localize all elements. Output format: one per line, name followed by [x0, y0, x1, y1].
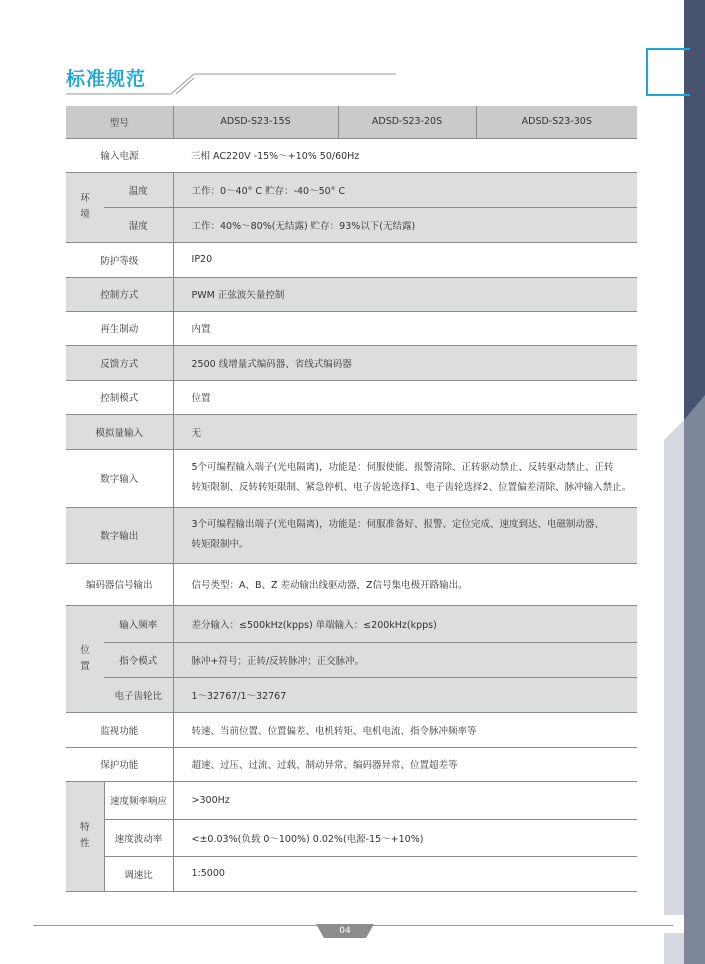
row-label: 速度波动率 — [104, 819, 173, 856]
page-title: 标准规范 — [66, 68, 147, 90]
value-line: 转矩限制中。 — [191, 539, 249, 550]
corner-frame — [646, 48, 690, 96]
row-label: 输入电源 — [66, 138, 173, 172]
model-20s: ADSD-S23-20S — [338, 106, 476, 138]
model-15s: ADSD-S23-15S — [173, 106, 338, 138]
group-label-position — [66, 605, 104, 712]
group-label-characteristics — [66, 781, 104, 891]
group-label-env — [66, 172, 104, 242]
table-row — [66, 712, 637, 747]
row-value: PWM 正弦波矢量控制 — [173, 277, 637, 311]
row-value: <±0.03%(负载 0～100%) 0.02%(电源-15～+10%) — [173, 819, 637, 856]
row-value: IP20 — [173, 242, 637, 277]
row-label: 反馈方式 — [66, 345, 173, 380]
row-label: 温度 — [104, 172, 173, 207]
row-label: 数字输出 — [66, 507, 173, 563]
row-label: 数字输入 — [66, 449, 173, 507]
row-value: 信号类型：A、B、Z 差动输出线驱动器，Z信号集电极开路输出。 — [173, 563, 637, 605]
row-value: 无 — [173, 414, 637, 449]
value-line: 转矩限制、反转转矩限制、紧急停机、电子齿轮选择1、电子齿轮选择2、位置偏差清除、脉冲输入禁止。 — [191, 482, 632, 493]
row-value: 超速、过压、过流、过载、制动异常、编码器异常、位置超差等 — [173, 747, 637, 781]
side-decoration — [664, 0, 705, 964]
table-row — [66, 311, 637, 345]
row-value: 差分输入：≤500kHz(kpps) 单端输入：≤200kHz(kpps) — [173, 605, 637, 642]
row-value: 转速、当前位置、位置偏差、电机转矩、电机电流、指令脉冲频率等 — [173, 712, 637, 747]
row-value: 1:5000 — [173, 856, 637, 891]
table-row — [66, 242, 637, 277]
row-value: 内置 — [173, 311, 637, 345]
table-row — [66, 642, 637, 677]
table-row — [66, 747, 637, 781]
table-row — [66, 677, 637, 712]
row-label: 保护功能 — [66, 747, 173, 781]
row-label: 监视功能 — [66, 712, 173, 747]
model-label: 型号 — [66, 106, 173, 138]
model-30s: ADSD-S23-30S — [476, 106, 637, 138]
row-value: 2500 线增量式编码器、省线式编码器 — [173, 345, 637, 380]
table-row — [66, 380, 637, 414]
table-row — [66, 605, 637, 642]
row-label: 控制方式 — [66, 277, 173, 311]
group-text: 特性 — [79, 822, 90, 849]
header-row — [66, 106, 637, 138]
row-value: 工作：40%～80%(无结露) 贮存：93%以下(无结露) — [173, 207, 637, 242]
title-underline — [66, 72, 396, 96]
table-row — [66, 414, 637, 449]
value-line: 3个可编程输出端子(光电隔离)，功能是：伺服准备好、报警、定位完成、速度到达、电磁制动器、 — [191, 519, 604, 530]
row-value: 位置 — [173, 380, 637, 414]
table-row — [66, 172, 637, 207]
row-label: 防护等级 — [66, 242, 173, 277]
row-label: 电子齿轮比 — [104, 677, 173, 712]
table-row — [66, 138, 637, 172]
table-row — [66, 507, 637, 563]
row-value — [173, 449, 637, 507]
table-row — [66, 819, 637, 856]
row-label: 速度频率响应 — [104, 781, 173, 819]
row-label: 指令模式 — [104, 642, 173, 677]
row-value: 1～32767/1～32767 — [173, 677, 637, 712]
table-row — [66, 856, 637, 891]
spec-table — [66, 106, 637, 892]
value-line: 5个可编程输入端子(光电隔离)，功能是：伺服使能、报警清除、正转驱动禁止、反转驱动禁止、正转 — [191, 462, 614, 473]
row-label: 调速比 — [104, 856, 173, 891]
row-label: 湿度 — [104, 207, 173, 242]
row-label: 编码器信号输出 — [66, 563, 173, 605]
row-value: 工作：0～40° C 贮存：-40～50° C — [173, 172, 637, 207]
table-row — [66, 781, 637, 819]
row-label: 模拟量输入 — [66, 414, 173, 449]
table-row — [66, 207, 637, 242]
table-row — [66, 277, 637, 311]
page-number: 04 — [339, 926, 351, 936]
table-row — [66, 345, 637, 380]
table-row — [66, 563, 637, 605]
row-value: 脉冲+符号；正转/反转脉冲；正交脉冲。 — [173, 642, 637, 677]
group-text: 位置 — [80, 644, 90, 672]
row-label: 输入频率 — [104, 605, 173, 642]
row-value: 三相 AC220V -15%～+10% 50/60Hz — [173, 138, 637, 172]
row-value — [173, 507, 637, 563]
row-label: 再生制动 — [66, 311, 173, 345]
table-row — [66, 449, 637, 507]
group-text: 环境 — [80, 193, 90, 220]
row-value: >300Hz — [173, 781, 637, 819]
row-label: 控制模式 — [66, 380, 173, 414]
